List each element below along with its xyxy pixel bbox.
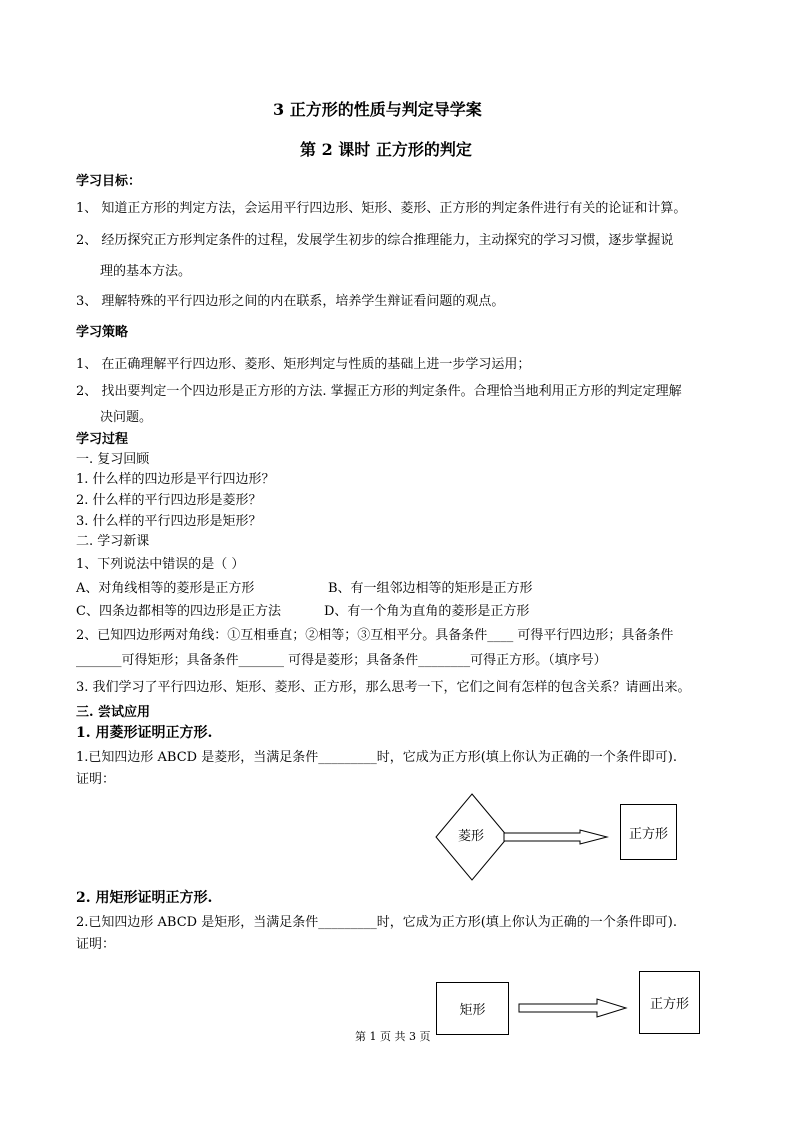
review-heading: 一. 复习回顾 (76, 452, 150, 467)
new-lesson-heading: 二. 学习新课 (76, 534, 150, 549)
square-label: 正方形 (649, 997, 689, 1012)
objective-item: 1、 知道正方形的判定方法，会运用平行四边形、矩形、菱形、正方形的判定条件进行有关的论证和计算。 (76, 201, 687, 216)
part2-question: 2.已知四边形 ABCD 是矩形，当满足条件_________时，它成为正方形(填上你认为正确的一个条件即可). (76, 915, 677, 930)
rectangle-box (436, 982, 509, 1035)
objective-item: 3、 理解特殊的平行四边形之间的内在联系，培养学生辩证看问题的观点。 (76, 294, 505, 309)
objective-item: 2、 经历探究正方形判定条件的过程，发展学生初步的综合推理能力，主动探究的学习习惯，逐步掌握说 (76, 233, 674, 248)
arrow-icon (519, 999, 626, 1017)
option-c: C、四条边都相等的四边形是正方法 (76, 604, 281, 619)
page-title: 3 正方形的性质与判定导学案 (273, 100, 482, 119)
square-label: 正方形 (628, 826, 668, 842)
page-subtitle: 第 2 课时 正方形的判定 (300, 140, 472, 159)
strategy-item: 1、 在正确理解平行四边形、菱形、矩形判定与性质的基础上进一步学习运用； (76, 357, 531, 372)
process-heading: 学习过程 (76, 432, 129, 447)
rhombus-label: 菱形 (458, 829, 485, 844)
option-a: A、对角线相等的菱形是正方形 (76, 581, 255, 596)
option-b: B、有一组邻边相等的矩形是正方形 (328, 581, 533, 596)
strategy-heading: 学习策略 (76, 325, 129, 340)
option-d: D、有一个角为直角的菱形是正方形 (324, 604, 530, 619)
square-box (639, 971, 700, 1034)
strategy-item: 2、 找出要判定一个四边形是正方形的方法. 掌握正方形的判定条件。合理恰当地利用正方形的判定定理解 (76, 384, 682, 399)
review-item: 1. 什么样的四边形是平行四边形？ (76, 472, 275, 487)
part1-question: 1.已知四边形 ABCD 是菱形，当满足条件_________时，它成为正方形(填上你认为正确的一个条件即可). (76, 750, 677, 765)
question-3: 3. 我们学习了平行四边形、矩形、菱形、正方形，那么思考一下，它们之间有怎样的包含关系？请画出来。 (76, 680, 691, 695)
page-number: 第 1 页 共 3 页 (355, 1030, 431, 1043)
square-box (620, 804, 677, 860)
question-2: 2、已知四边形两对角线：①互相垂直；②相等；③互相平分。具备条件____ 可得平行四边形；具备条件 (76, 628, 674, 643)
part1-heading: 1. 用菱形证明正方形. (76, 725, 213, 741)
question-1: 1、下列说法中错误的是（ ） (76, 557, 245, 572)
objectives-heading: 学习目标： (76, 174, 142, 189)
strategy-item: 决问题。 (100, 410, 153, 425)
rectangle-to-square-arrow (515, 995, 630, 1021)
arrow-icon (504, 830, 607, 844)
application-heading: 三. 尝试应用 (76, 705, 151, 720)
review-item: 3. 什么样的平行四边形是矩形？ (76, 514, 262, 529)
review-item: 2. 什么样的平行四边形是菱形？ (76, 493, 262, 508)
part2-heading: 2. 用矩形证明正方形. (76, 890, 213, 906)
part1-proof-label: 证明： (76, 772, 116, 787)
part2-proof-label: 证明： (76, 937, 116, 952)
rectangle-label: 矩形 (459, 1003, 486, 1018)
objective-item: 理的基本方法。 (100, 264, 192, 279)
question-2-cont: _______可得矩形；具备条件_______ 可得是菱形；具备条件________可得正方形。（填序号） (76, 653, 607, 668)
